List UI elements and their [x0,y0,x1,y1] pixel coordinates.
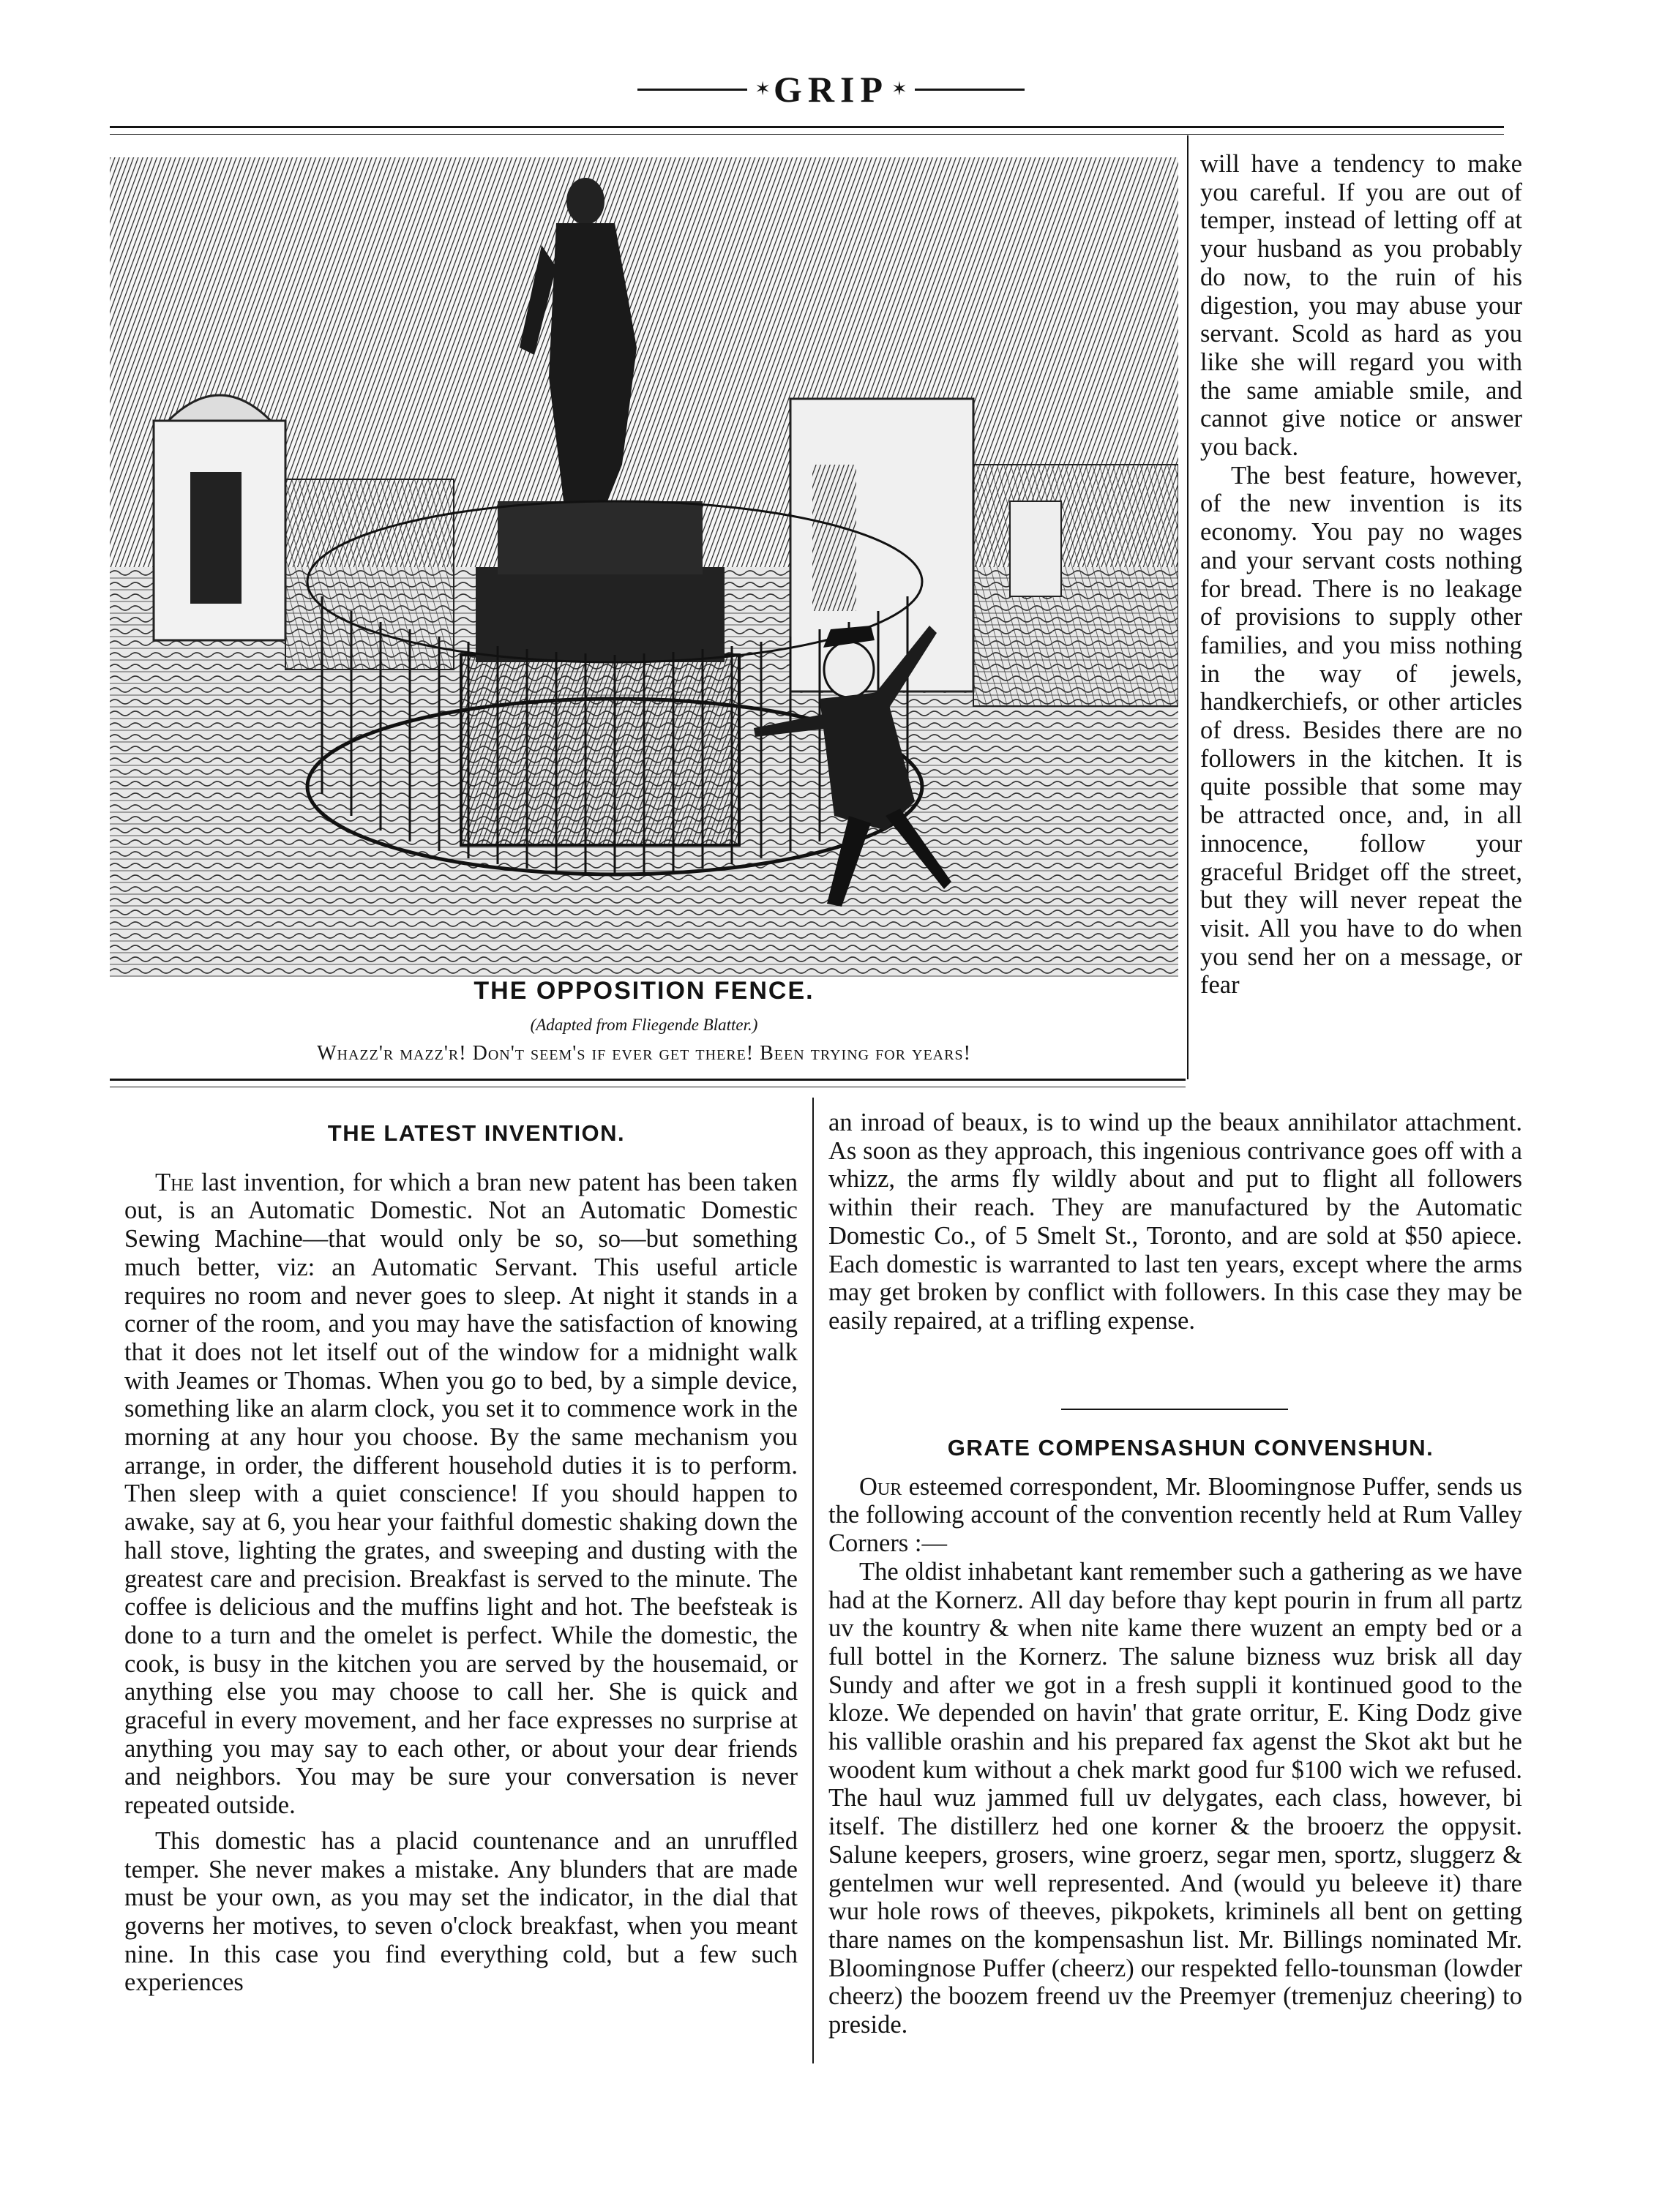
paragraph: will have a tendency to make you careful. If you are out of temper, instead of letting off at your husband as you probably do now, to the ruin of his digestion, you may abuse your servant. Scold as hard as you like she will regard you with the same amiable smile, and cannot give notice or answer you back. [1200,150,1522,462]
latest-invention-continued-middle [828,1109,1522,1335]
engraving-drawing [110,157,1178,977]
drop-word: Our [859,1472,902,1501]
convention-article [828,1434,1522,2039]
masthead-title: GRIP [774,69,888,110]
paragraph-text: esteemed correspondent, Mr. Bloomingnose Puffer, sends us the following account of the convention recently held at Rum Valley Corners :— [828,1472,1523,1558]
latest-invention-article [124,1120,798,1997]
illustration-bottom-rule [110,1079,1186,1087]
paragraph-text: last invention, for which a bran new patent has been taken out, is an Automatic Domestic. Not an Automatic Domestic Sewing Machine—that would only be so, so—but something much better, viz: an Automatic Servant. This useful article requires no room and never goes to sleep. At night it stands in a corner of the room, and you may have the satisfaction of knowing that it does not let itself out of the window for a midnight walk with Jeames or Thomas. When you go to bed, by a simple device, something like an alarm clock, you set it to commence work in the morning at any hour you choose. By the same mechanism you arrange, in order, the different household duties it is to perform. Then sleep with a quiet conscience! If you should happen to awake, say at 6, you hear your faithful domestic shaking down the hall stove, lighting the grates, and sweeping and dusting with the greatest care and precision. Breakfast is served to the minute. The coffee is delicious and the muffins light and hot. The beefsteak is done to a turn and the omelet is perfect. While the domestic, the cook, is busy in the kitchen you are served by the housemaid, or anything else you may choose to call her. She is quick and graceful in every movement, and her face expresses no surprise at anything you may say to each other, or about your dear friends and neighbors. You may be sure your conversation is never repeated outside. [124,1168,798,1820]
section-divider [1061,1409,1288,1410]
star-ornament-left: ✶ [755,78,771,100]
middle-column-rule [812,1098,814,2063]
drop-word: The [155,1168,195,1196]
illustration-source: (Adapted from Fliegende Blatter.) [530,1016,758,1034]
header-double-rule [110,126,1504,135]
engraving-statue-fence [110,157,1178,977]
article-heading: THE LATEST INVENTION. [327,1120,626,1146]
illustration-title: THE OPPOSITION FENCE. [473,977,815,1005]
right-column-rule [1187,135,1189,1079]
article-heading: GRATE COMPENSASHUN CONVENSHUN. [947,1435,1434,1461]
paragraph [124,1169,798,1820]
star-ornament-right: ✶ [891,78,907,100]
illustration-quote: Whazz'r mazz'r! Don't seem's if ever get there! Been trying for years! [317,1042,971,1065]
paragraph: The oldist inhabetant kant remember such a gathering as we have had at the Kornerz. All day before thay kept pourin in frum all partz uv the kountry & when nite kame there wuzent an empty bed or a full bottel in the Kornerz. The salune bizness wuz brisk all day Sundy and after we got in a fresh suppli it kontinued good to the kloze. We depended on havin' that grate orritur, E. King Dodz give his vallible orashin and his prepared fax agenst the Skot akt but he woodent kum without a chek markt good fur $100 wich we refused. The haul wuz jammed full uv delygates, each class, however, bi itself. The distillerz hed one korner & the brooerz the oppysit. Salune keepers, grosers, wine groerz, segar men, sportz, sluggerz & gentelmen wur well represented. And (would yu beleeve it) thare wur hole rows of theeves, pikpokets, kriminels all bent on getting thare names on the kompensashun list. Mr. Billings nominated Mr. Bloomingnose Puffer (cheerz) our respekted fello-tounsman (lowder cheerz) the boozem freend uv the Preemyer (tremenjuz cheering) to preside. [828,1557,1522,2039]
paragraph: This domestic has a placid countenance and an unruffled temper. She never makes a mistake. Any blunders that are made must be your own, as you may set the indicator, in the dial that governs her motives, to seven o'clock breakfast, when you meant nine. In this case you find everything cold, but a few such experiences [124,1826,798,1997]
masthead-rule-left [637,89,747,91]
paragraph: The best feature, however, of the new invention is its economy. You pay no wages and your servant costs nothing for bread. There is no leakage of provisions to supply other families, and you miss nothing in the way of jewels, handkerchiefs, or other articles of dress. Besides there are no followers in the kitchen. It is quite possible that some may be attracted once, and, in all innocence, follow your graceful Bridget off the street, but they will never repeat the visit. All you have to do when you send her on a message, or fear [1200,461,1522,1000]
paragraph: an inroad of beaux, is to wind up the beaux annihilator attachment. As soon as they approach, this ingenious contrivance goes off with a whizz, the arms fly wildly about and put to flight all followers within their reach. They are manufactured by the Automatic Domestic Co., of 5 Smelt St., Toronto, and are sold at $50 apiece. Each domestic is warranted to last ten years, except where the arms may get broken by conflict with followers. In this case they may be easily repaired, at a trifling expense. [828,1109,1522,1335]
masthead-rule-right [915,89,1025,91]
masthead [0,67,1662,111]
paragraph [828,1473,1522,1558]
latest-invention-continued-right [1200,150,1522,1000]
